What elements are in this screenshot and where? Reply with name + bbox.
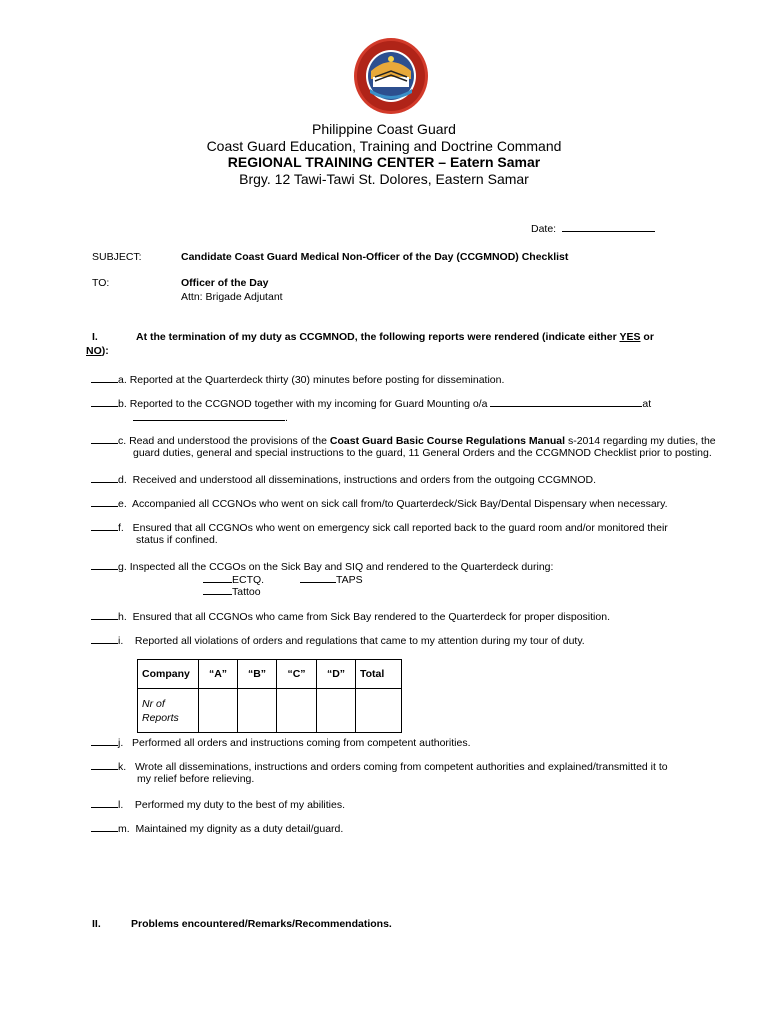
item-g-taps: TAPS [300,572,363,587]
header-line-4: Brgy. 12 Tawi-Tawi St. Dolores, Eastern Samar [239,171,529,187]
section-1-number: I. [92,331,98,343]
item-h: h. Ensured that all CCGNOs who came from Sick Bay rendered to the Quarterdeck for proper disposition. [91,609,610,624]
rtc-seal-logo [353,37,429,115]
cell-total[interactable] [356,689,402,733]
item-e-blank[interactable] [91,496,118,507]
to-value: Officer of the Day [181,277,269,289]
item-j: j. Performed all orders and instructions coming from competent authorities. [91,735,471,750]
col-a: “A” [199,660,238,689]
item-b-blank[interactable] [91,396,118,407]
col-total: Total [356,660,402,689]
item-a: a. Reported at the Quarterdeck thirty (30) minutes before posting for dissemination. [91,372,504,387]
item-l: l. Performed my duty to the best of my abilities. [91,797,345,812]
item-b: b. Reported to the CCGNOD together with my incoming for Guard Mounting o/a at [91,396,743,411]
item-g-tattoo: Tattoo [203,584,261,599]
item-m: m. Maintained my dignity as a duty detail/guard. [91,821,343,836]
attn-line: Attn: Brigade Adjutant [181,291,283,303]
item-f-blank[interactable] [91,520,118,531]
section-1-heading-cont: NO): [86,345,109,357]
item-g-blank[interactable] [91,559,118,570]
item-i-blank[interactable] [91,633,118,644]
item-f: f. Ensured that all CCGNOs who went on emergency sick call reported back to the guard room and/or monitored their [91,520,668,535]
reports-table [137,659,402,733]
item-b-place-blank[interactable] [133,410,285,421]
cell-c[interactable] [277,689,317,733]
row-label-nr-of-reports: Nr of Reports [138,689,199,733]
item-b-cont: . [133,410,288,425]
item-a-blank[interactable] [91,372,118,383]
section-1-heading: At the termination of my duty as CCGMNOD, the following reports were rendered (indicate either YES or [136,331,654,343]
item-c-line2: guard duties, general and special instructions to the guard, 11 General Orders and the CCGMNOD Checklist prior to posting. [133,447,712,459]
item-f-line2: status if confined. [136,534,218,546]
item-k-blank[interactable] [91,759,118,770]
item-k: k. Wrote all disseminations, instructions and orders coming from competent authorities and explained/transmitted it to [91,759,668,774]
item-k-line2: my relief before relieving. [137,773,255,785]
section-2-heading: Problems encountered/Remarks/Recommendations. [131,918,392,930]
date-label: Date: [531,223,557,235]
header-line-1: Philippine Coast Guard [312,121,456,137]
item-c-blank[interactable] [91,433,118,444]
section-2-number: II. [92,918,101,930]
date-field[interactable] [531,221,655,236]
col-company: Company [138,660,199,689]
tattoo-blank[interactable] [203,584,232,595]
reports-table-header-row [138,660,402,689]
subject-label: SUBJECT: [92,251,142,263]
cell-b[interactable] [238,689,277,733]
item-d-blank[interactable] [91,472,118,483]
item-b-time-blank[interactable] [490,396,642,407]
item-h-blank[interactable] [91,609,118,620]
header-line-2: Coast Guard Education, Training and Doctrine Command [206,138,562,154]
item-e: e. Accompanied all CCGNOs who went on sick call from/to Quarterdeck/Sick Bay/Dental Dispensary when necessary. [91,496,668,511]
cell-d[interactable] [317,689,356,733]
ectq-blank[interactable] [203,572,232,583]
subject-value: Candidate Coast Guard Medical Non-Officer of the Day (CCGMNOD) Checklist [181,251,569,263]
item-g: g. Inspected all the CCGOs on the Sick Bay and SIQ and rendered to the Quarterdeck during: [91,559,553,574]
item-m-blank[interactable] [91,821,118,832]
to-label: TO: [92,277,110,289]
item-i: i. Reported all violations of orders and regulations that came to my attention during my tour of duty. [91,633,585,648]
item-l-blank[interactable] [91,797,118,808]
col-d: “D” [317,660,356,689]
item-g-ectq: ECTQ. [203,572,264,587]
item-j-blank[interactable] [91,735,118,746]
item-d: d. Received and understood all disseminations, instructions and orders from the outgoing CCGMNOD. [91,472,596,487]
header-line-3: REGIONAL TRAINING CENTER – Eatern Samar [227,154,541,170]
cell-a[interactable] [199,689,238,733]
col-b: “B” [238,660,277,689]
col-c: “C” [277,660,317,689]
reports-table-row [138,689,402,733]
taps-blank[interactable] [300,572,336,583]
item-c: c. Read and understood the provisions of the Coast Guard Basic Course Regulations Manual s-2014 regarding my duties, the [91,433,716,448]
